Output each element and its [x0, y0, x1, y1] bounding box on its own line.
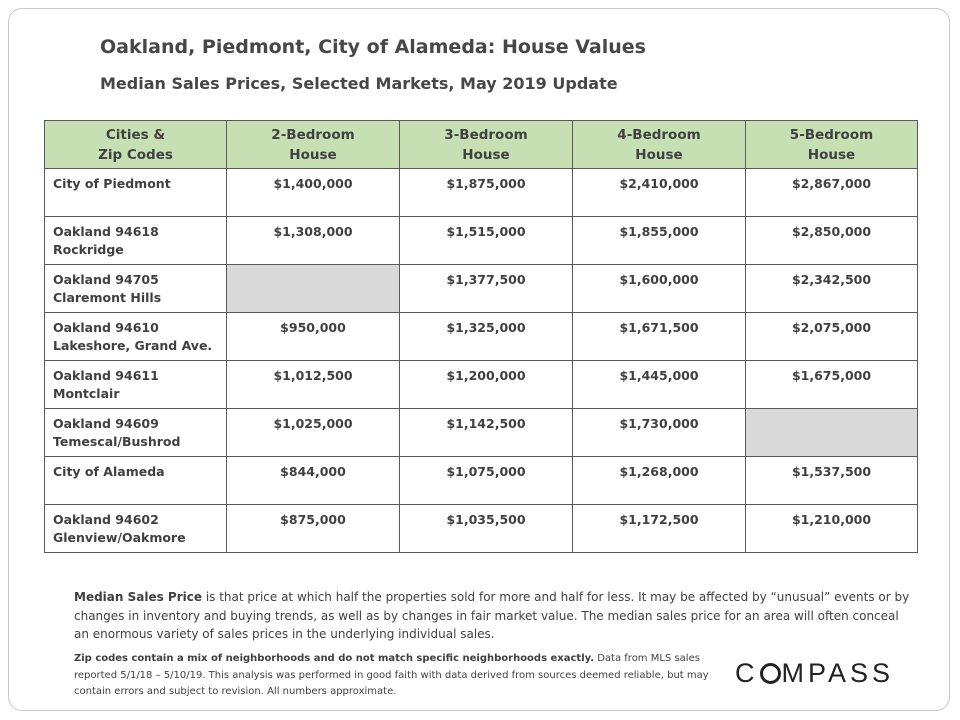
city-name: City of Alameda — [53, 464, 165, 479]
price-cell: $1,400,000 — [227, 169, 400, 217]
compass-circle-icon — [760, 663, 781, 684]
table-body — [45, 169, 918, 553]
price-table — [44, 120, 918, 553]
table-row — [45, 361, 918, 409]
city-name: Oakland 94611 — [53, 368, 159, 383]
neighborhood-label: Temescal/Bushrod — [53, 434, 181, 450]
column-header-line2: Zip Codes — [98, 146, 173, 163]
table-row — [45, 505, 918, 553]
city-name: Oakland 94609 — [53, 416, 159, 431]
city-cell — [45, 409, 227, 457]
price-cell: $1,537,500 — [746, 457, 918, 505]
column-header — [227, 121, 400, 169]
price-cell: $1,445,000 — [573, 361, 746, 409]
column-header-line2: House — [807, 146, 856, 163]
table-row — [45, 265, 918, 313]
city-name: City of Piedmont — [53, 176, 171, 191]
price-cell: $2,410,000 — [573, 169, 746, 217]
column-header-line2: House — [635, 146, 683, 163]
data-source-note — [74, 651, 714, 701]
table-row — [45, 409, 918, 457]
city-name: Oakland 94705 — [53, 272, 159, 287]
price-cell: $2,342,500 — [746, 265, 918, 313]
city-name: Oakland 94610 — [53, 320, 159, 335]
city-cell — [45, 457, 227, 505]
price-cell: $1,377,500 — [400, 265, 573, 313]
empty-price-cell — [746, 409, 918, 457]
price-cell: $1,671,500 — [573, 313, 746, 361]
city-name: Oakland 94602 — [53, 512, 159, 527]
column-header-line1: 3-Bedroom — [444, 127, 528, 143]
column-header — [746, 121, 918, 169]
zip-disclaimer: Zip codes contain a mix of neighborhoods and do not match specific neighborhoods exactly. — [74, 653, 595, 664]
table-header-row — [45, 121, 918, 169]
price-cell: $2,867,000 — [746, 169, 918, 217]
neighborhood-label: Lakeshore, Grand Ave. — [53, 338, 213, 354]
median-definition-text: is that price at which half the properties sold for more and half for less. It may be affected by “unusual” events or by changes in inventory and buying trends, as well as by changes in fair market value. The median sales price for an area will often conceal an enormous variety of sales prices in the underlying individual sales. — [74, 590, 910, 642]
neighborhood-label: Claremont Hills — [53, 290, 162, 306]
logo-text-end: MPASS — [781, 658, 895, 688]
median-definition-note — [74, 588, 916, 644]
page-title: Oakland, Piedmont, City of Alameda: House Values — [100, 36, 646, 58]
city-cell — [45, 169, 227, 217]
city-cell — [45, 265, 227, 313]
neighborhood-label: Rockridge — [53, 242, 124, 258]
compass-logo — [735, 658, 894, 689]
price-cell: $1,675,000 — [746, 361, 918, 409]
price-cell: $1,200,000 — [400, 361, 573, 409]
neighborhood-label: Montclair — [53, 386, 120, 402]
city-cell — [45, 361, 227, 409]
column-header-line1: 5-Bedroom — [789, 127, 874, 143]
neighborhood-label: Glenview/Oakmore — [53, 530, 186, 546]
city-cell — [45, 313, 227, 361]
price-cell: $1,210,000 — [746, 505, 918, 553]
city-cell — [45, 505, 227, 553]
table-row — [45, 217, 918, 265]
column-header-line1: Cities & — [105, 127, 166, 143]
source-disclaimer-text: Data from MLS sales reported 5/1/18 – 5/10/19. This analysis was performed in good faith with data derived from sources deemed reliable, but may contain errors and subject to revision. All numbers approximate. — [74, 653, 709, 697]
price-cell: $1,012,500 — [227, 361, 400, 409]
price-cell: $1,515,000 — [400, 217, 573, 265]
price-cell: $1,268,000 — [573, 457, 746, 505]
column-header-line2: House — [462, 146, 510, 163]
price-cell: $1,875,000 — [400, 169, 573, 217]
table-row — [45, 313, 918, 361]
price-cell: $875,000 — [227, 505, 400, 553]
price-cell: $1,142,500 — [400, 409, 573, 457]
city-cell — [45, 217, 227, 265]
column-header-line1: 4-Bedroom — [617, 127, 701, 143]
city-name: Oakland 94618 — [53, 224, 159, 239]
logo-text-start: C — [735, 658, 759, 688]
table-row — [45, 457, 918, 505]
empty-price-cell — [227, 265, 400, 313]
price-cell: $1,025,000 — [227, 409, 400, 457]
price-cell: $2,850,000 — [746, 217, 918, 265]
column-header — [573, 121, 746, 169]
table-row — [45, 169, 918, 217]
page-subtitle: Median Sales Prices, Selected Markets, May 2019 Update — [100, 74, 618, 93]
column-header — [400, 121, 573, 169]
price-cell: $1,730,000 — [573, 409, 746, 457]
price-cell: $1,035,500 — [400, 505, 573, 553]
price-cell: $844,000 — [227, 457, 400, 505]
price-cell: $1,075,000 — [400, 457, 573, 505]
price-cell: $1,600,000 — [573, 265, 746, 313]
column-header-line1: 2-Bedroom — [271, 127, 355, 143]
column-header-line2: House — [289, 146, 337, 163]
price-cell: $2,075,000 — [746, 313, 918, 361]
price-cell: $1,308,000 — [227, 217, 400, 265]
median-term: Median Sales Price — [74, 590, 202, 604]
column-header — [45, 121, 227, 169]
price-cell: $950,000 — [227, 313, 400, 361]
price-cell: $1,325,000 — [400, 313, 573, 361]
price-cell: $1,172,500 — [573, 505, 746, 553]
price-cell: $1,855,000 — [573, 217, 746, 265]
